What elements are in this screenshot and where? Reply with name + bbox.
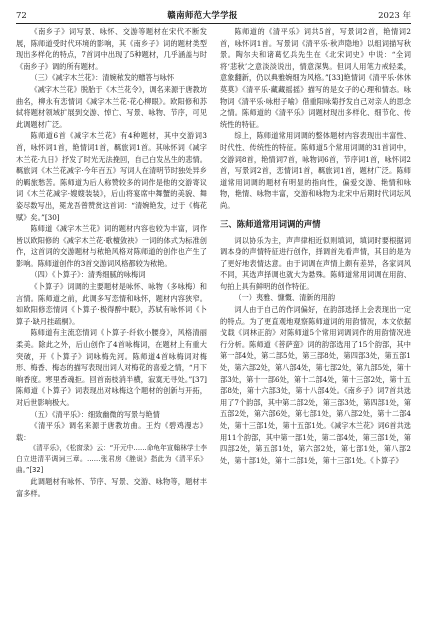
running-header — [16, 4, 411, 24]
body-paragraph: 陈师道有主流恋情词《卜算子·纤软小腰身》，风格清丽柔美。除此之外，后山创作了4首咏梅词，在题材上有重大突破，开《卜算子》词咏梅先河。陈师道4首咏梅词对梅形、梅香、梅态的描写表现出词人对梅花的喜爱之情，“月下晌香度。寒里香魂拒。回首南枝消半横，寂寞无寻处。”[37]陈师道《卜算子》词表现出对咏梅这个题材的创新与开拓，对后世影响极大。 — [16, 328, 207, 407]
page-number: 72 — [16, 11, 27, 21]
subsection-heading: （四）《卜算子》：清秀细腻的咏梅词 — [30, 270, 146, 280]
body-paragraph: 此调题材有咏怀、节序、写景、交游、咏物等，题材丰富多样。 — [16, 477, 207, 498]
body-paragraph: 《卜算子》词调的主要题材是咏怀、咏物（多咏梅）和言情。陈师道之前，此调多写恋情和咏怀，题材内容狭窄。如欧阳修恋情词《卜算子·极得醉中眠》，苏轼有咏怀词《卜算子·缺月挂疏桐》。 — [16, 282, 207, 326]
section-heading: 三、陈师道常用词调的声情 — [220, 218, 321, 229]
body-paragraph: 《减字木兰花》脱胎于《木兰花令》，调名来源于唐教坊曲名，柳永有恋情词《减字木兰花·花心柳眼》。欧阳修和苏轼将题材领域扩展到交游、悼亡、写景、咏物、节序，可见此调题材广泛。 — [16, 84, 207, 129]
publication-year: 2023 年 — [378, 11, 411, 21]
two-column-body — [16, 26, 411, 630]
body-paragraph: 《清平乐》调名来源于唐教坊曲。王灼《碧鸡漫志》载： — [16, 421, 207, 442]
body-paragraph: 陈师道《减字木兰花》词的题材内容也较为丰富，词作皆以欧阳修的《减字木兰花·歌檀敛袂》一词的体式为标准创作，这首词的交游题材与秾艳风格对陈师道的创作也产生了影响。陈师道创作的3首交游词风格都较为秾艳。 — [16, 224, 207, 268]
block-quote: 《清平乐》，《松窗录》云：“开元中……命龟年宣翰林学士李白立进清平调词三章。……张君房《脞说》指此为《清平乐》曲。”[32] — [16, 444, 207, 475]
subsection-heading: （三）《减字木兰花》：清婉秾发的赠答与咏怀 — [30, 73, 175, 83]
body-paragraph: 词人由于自己的作词偏好，在韵部选择上会表现出一定的特点。为了更直观地观察陈师道词的用韵情况，本文依据戈载《词林正韵》对陈师道5个常用词调词作的用韵情况进行分析。陈师道《菩萨蛮》词的韵部选用了15个韵部，其中第一部4处，第二部5处，第三部8处，第四部3处，第五部1处，第六部2处，第八部4处，第七部2处，第九部5处，第十部3处，第十一部6处，第十二部4处，第十三部2处，第十五部8处，第十六部3处，第十八部4处。《南乡子》词7首共选用了7个韵部，其中第二部2处，第三部3处，第四部1处，第五部2处，第六部6处，第七部1处，第八部2处，第十二部4处，第十三部1处，第十五部1处。《减字木兰花》词6首共选用11个韵部，其中第一部1处，第二部4处，第三部1处，第四部2处，第五部1处，第六部2处，第七部1处，第八部2处，第十部1处，第十二部1处，第十三部1处。《卜算子》 — [220, 305, 411, 465]
right-column — [220, 26, 411, 630]
body-paragraph: 陈师道6首《减字木兰花》有4种题材，其中交游词3首，咏怀词1首，艳情词1首，羁旅词1首。其咏怀词《减字木兰花·九日》抒发了时光无法挽回，自己白发丛生的悲情。羁旅词《木兰花减字·今年百五》写词人在清明节时独处异乡的羁旅愁苦。陈师道为后人称赞较多的词作是他的交游寄议词《木兰花减字·嫂嫂装装》，后山将宴席中舞蟹的美貌、舞姿尽数写出，冕龙吾曾赞赏这首词：“清婉艳发，过于《梅花赋》矣。”[30] — [16, 131, 207, 222]
body-paragraph: 综上，陈师道常用词调的整体题材内容表现出丰富性、时代性、传统性的特征。陈师道5个常用词调的31首词中，交游词8首，艳情词7首，咏物词6首，节序词1首，咏怀词2首，写景词2首，恋情词1首，羁旅词1首，题材广泛。陈师道常用词调的题材有明显的指向性，偏爱交游、艳情和咏物，艳情、咏物丰富，交游和咏物为北宋中后期时代词坛风尚。 — [220, 131, 411, 210]
body-paragraph: 词以协乐为主，声声律相近似则填词，填词时要根据词调本身的声情特征进行创作，择调首先看声情，其目的是为了更好地表情达意。由于词调在声情上颇有差异，各家词风不同，其选声择调也就大为悬殊。陈师道常用词调在用韵、句拍上具有鲜明的创作特征。 — [220, 235, 411, 291]
left-column — [16, 26, 207, 630]
body-paragraph: 《南乡子》词写景、咏怀、交游等题材在宋代不断发展，陈师道受时代环境的影响，其《南乡子》词的题材类型现出多样化的特点，7首词中出现了5种题材，几乎涵盖与时《南乡子》调的所有题材。 — [16, 27, 207, 71]
body-paragraph: 陈师道的《清平乐》词共5首，写景词2首，艳情词2首，咏怀词1首。写景词《清平乐·秋声隐地》以组词描写秋景。陶尔夫和诸葛忆兵先生在《北宋词史》中说：“全词将‘悲秋’之意淡淡说出，情意深隽。但词人用笔力戒轻柔，意象翻新，仍以典雅婉细为风格。”[33]艳情词《清平乐·休休莫莫》《清平乐·藏藏摇摇》描写的是女子的心理和情态。咏物词《清平乐·咏柑子喻》借重阳咏菊抒发自己对亲人的思念之情。陈师道的《清平乐》词题材现出多样化、细节化、传统性的特征。 — [220, 27, 411, 129]
journal-title: 赣南师范大学学报 — [167, 11, 238, 21]
subsection-heading: （五）《清平乐》：细致幽微的写景与艳情 — [30, 409, 160, 419]
subsection-heading: （一）夷雅、慷慨、清新的用韵 — [234, 293, 336, 303]
